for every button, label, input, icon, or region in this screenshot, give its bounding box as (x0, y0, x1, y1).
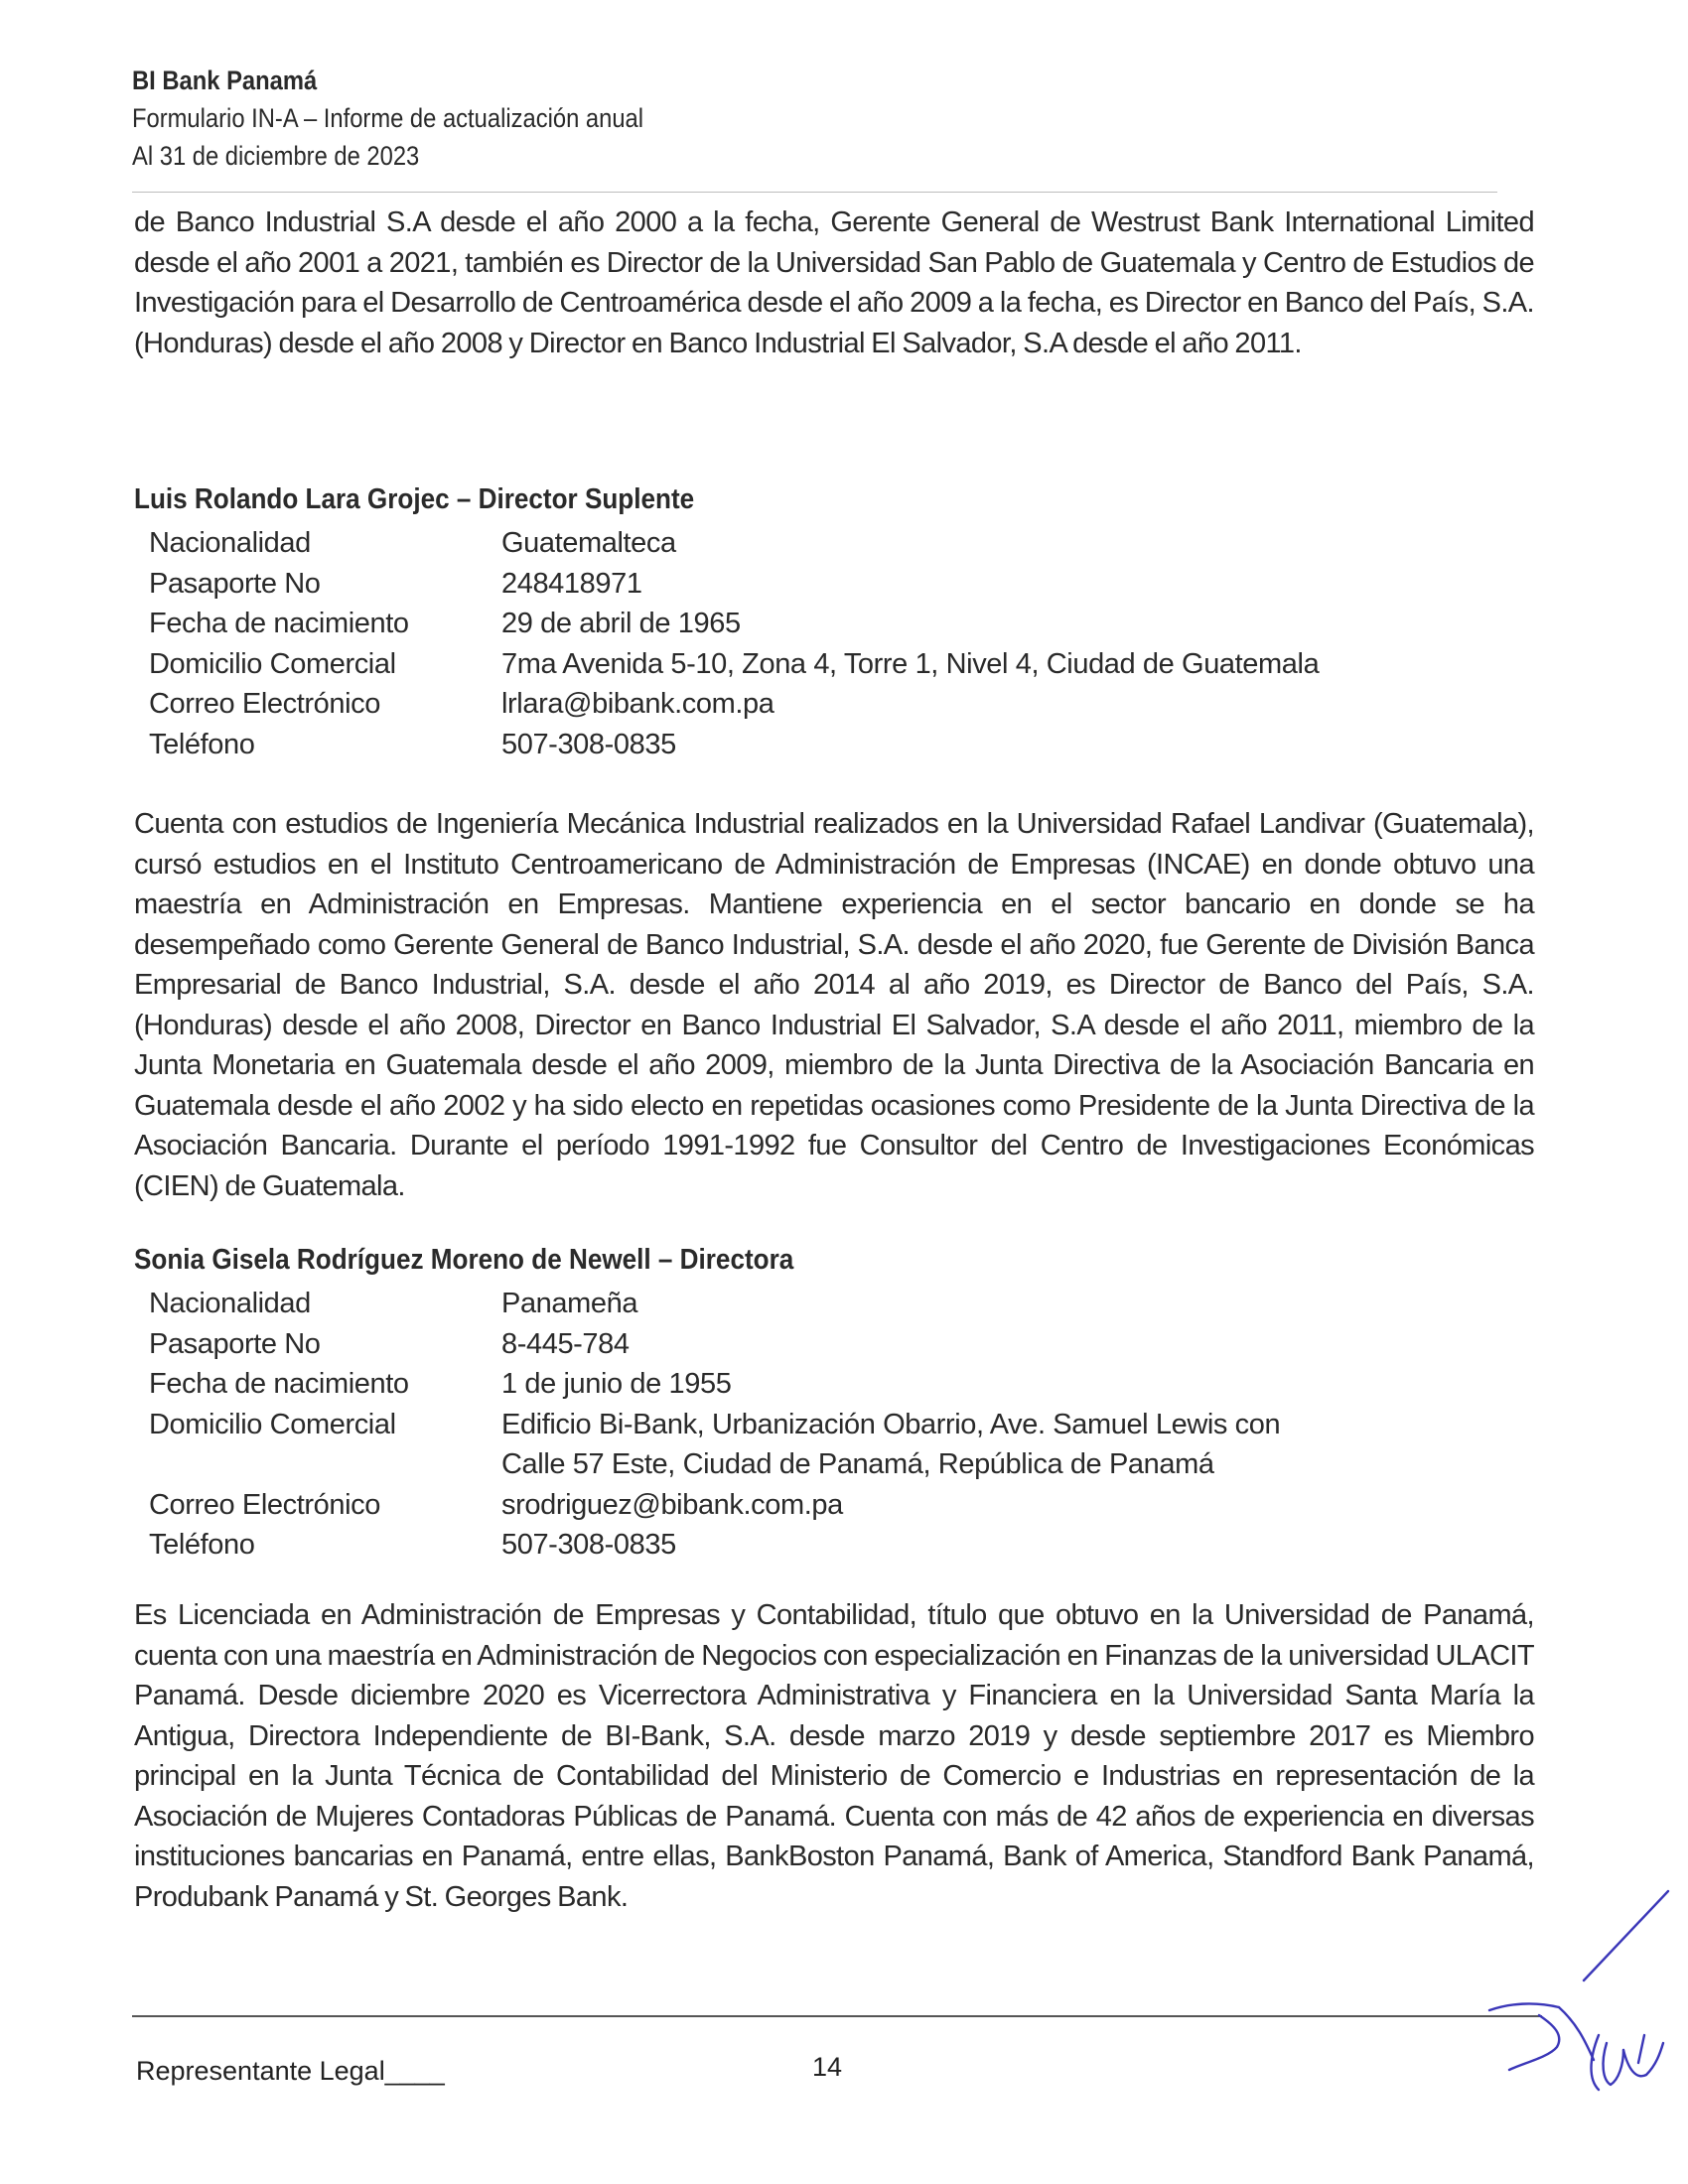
director2-heading: Sonia Gisela Rodríguez Moreno de Newell – Directora (134, 1244, 794, 1276)
info-value: 7ma Avenida 5-10, Zona 4, Torre 1, Nivel 4, Ciudad de Guatemala (501, 647, 1320, 680)
signature-stroke (1592, 2035, 1600, 2090)
info-label: Teléfono (149, 1529, 255, 1561)
info-label: Correo Electrónico (149, 1488, 380, 1521)
signature-stroke (1584, 1891, 1668, 1980)
info-label: Nacionalidad (149, 1288, 311, 1319)
info-row (149, 644, 1319, 685)
form-title: Formulario IN-A – Informe de actualización anual (132, 103, 644, 133)
signature-stroke (1489, 2003, 1559, 2010)
info-row (149, 725, 1319, 765)
info-label: Fecha de nacimiento (149, 608, 409, 639)
director2-bio: Es Licenciada en Administración de Empresas y Contabilidad, título que obtuvo en la Universidad de Panamá, cuenta con una maestría en Administración de Negocios con especialización en Finanzas de la universidad ULACIT Panamá. Desde diciembre 2020 es Vicerrectora Administrativa y Financiera en la Universidad Santa María la Antigua, Directora Independiente de BI-Bank, S.A. desde marzo 2019 y desde septiembre 2017 es Miembro principal en la Junta Técnica de Contabilidad del Ministerio de Comercio e Industrias en representación de la Asociación de Mujeres Contadoras Públicas de Panamá. Cuenta con más de 42 años de experiencia en diversas instituciones bancarias en Panamá, entre ellas, BankBoston Panamá, Bank of America, Standford Bank Panamá, Produbank Panamá y St. Georges Bank. (134, 1599, 1534, 1913)
director1-info-table (149, 523, 1319, 764)
info-label: Fecha de nacimiento (149, 1368, 409, 1400)
info-row (149, 1284, 1280, 1324)
info-value: lrlara@bibank.com.pa (501, 688, 774, 720)
info-row (149, 1525, 1280, 1566)
info-row (149, 1485, 1280, 1526)
info-label-empty (149, 1444, 501, 1485)
header-divider (132, 192, 1497, 193)
info-value: 248418971 (501, 567, 642, 600)
document-header (132, 62, 713, 175)
info-value: Edificio Bi-Bank, Urbanización Obarrio, Ave. Samuel Lewis con (501, 1408, 1281, 1440)
signature-stroke (1509, 2015, 1559, 2070)
info-value: srodriguez@bibank.com.pa (501, 1488, 843, 1521)
info-value: 507-308-0835 (501, 728, 676, 760)
info-row (149, 1444, 1280, 1485)
director1-heading: Luis Rolando Lara Grojec – Director Suplente (134, 483, 695, 515)
info-row (149, 1324, 1280, 1365)
signature-stroke (1559, 2007, 1594, 2060)
info-label: Domicilio Comercial (149, 1408, 396, 1440)
info-label: Domicilio Comercial (149, 647, 396, 680)
info-row (149, 604, 1319, 644)
info-value: 29 de abril de 1965 (501, 608, 741, 639)
info-value: Guatemalteca (501, 527, 676, 559)
info-label: Nacionalidad (149, 527, 311, 559)
info-label: Teléfono (149, 728, 255, 760)
info-row (149, 1405, 1280, 1445)
info-row (149, 564, 1319, 605)
info-value: Panameña (501, 1288, 638, 1319)
info-label: Correo Electrónico (149, 688, 380, 720)
footer-divider (132, 2015, 1542, 2017)
signature-stroke (1623, 2043, 1663, 2076)
signature-mark (1440, 1886, 1678, 2095)
signature-stroke (1604, 2043, 1623, 2085)
info-value: Calle 57 Este, Ciudad de Panamá, República de Panamá (501, 1448, 1214, 1480)
info-row (149, 1364, 1280, 1405)
info-label: Pasaporte No (149, 567, 321, 600)
director2-info-table (149, 1284, 1280, 1566)
info-row (149, 684, 1319, 725)
report-date: Al 31 de diciembre de 2023 (132, 141, 420, 171)
page-number: 14 (812, 2052, 843, 2082)
info-label: Pasaporte No (149, 1327, 321, 1360)
bank-name: BI Bank Panamá (132, 66, 318, 95)
info-row (149, 523, 1319, 564)
info-value: 1 de junio de 1955 (501, 1368, 732, 1400)
legal-representative-label: Representante Legal____ (136, 2056, 445, 2086)
director1-bio: Cuenta con estudios de Ingeniería Mecánica Industrial realizados en la Universidad Rafael Landivar (Guatemala), cursó estudios en el Instituto Centroamericano de Administración de Empresas (INCAE) en donde obtuvo una maestría en Administración en Empresas. Mantiene experiencia en el sector bancario en donde se ha desempeñado como Gerente General de Banco Industrial, S.A. desde el año 2020, fue Gerente de División Banca Empresarial de Banco Industrial, S.A. desde el año 2014 al año 2019, es Director de Banco del País, S.A. (Honduras) desde el año 2008, Director en Banco Industrial El Salvador, S.A desde el año 2011, miembro de la Junta Monetaria en Guatemala desde el año 2009, miembro de la Junta Directiva de la Asociación Bancaria en Guatemala desde el año 2002 y ha sido electo en repetidas ocasiones como Presidente de la Junta Directiva de la Asociación Bancaria. Durante el período 1991-1992 fue Consultor del Centro de Investigaciones Económicas (CIEN) de Guatemala. (134, 808, 1534, 1202)
signature-stroke (1638, 2035, 1644, 2063)
info-value: 8-445-784 (501, 1327, 630, 1360)
info-value: 507-308-0835 (501, 1529, 676, 1561)
intro-paragraph: de Banco Industrial S.A desde el año 2000 a la fecha, Gerente General de Westrust Bank International Limited desde el año 2001 a 2021, también es Director de la Universidad San Pablo de Guatemala y Centro de Estudios de Investigación para el Desarrollo de Centroamérica desde el año 2009 a la fecha, es Director en Banco del País, S.A. (Honduras) desde el año 2008 y Director en Banco Industrial El Salvador, S.A desde el año 2011. (134, 206, 1534, 359)
